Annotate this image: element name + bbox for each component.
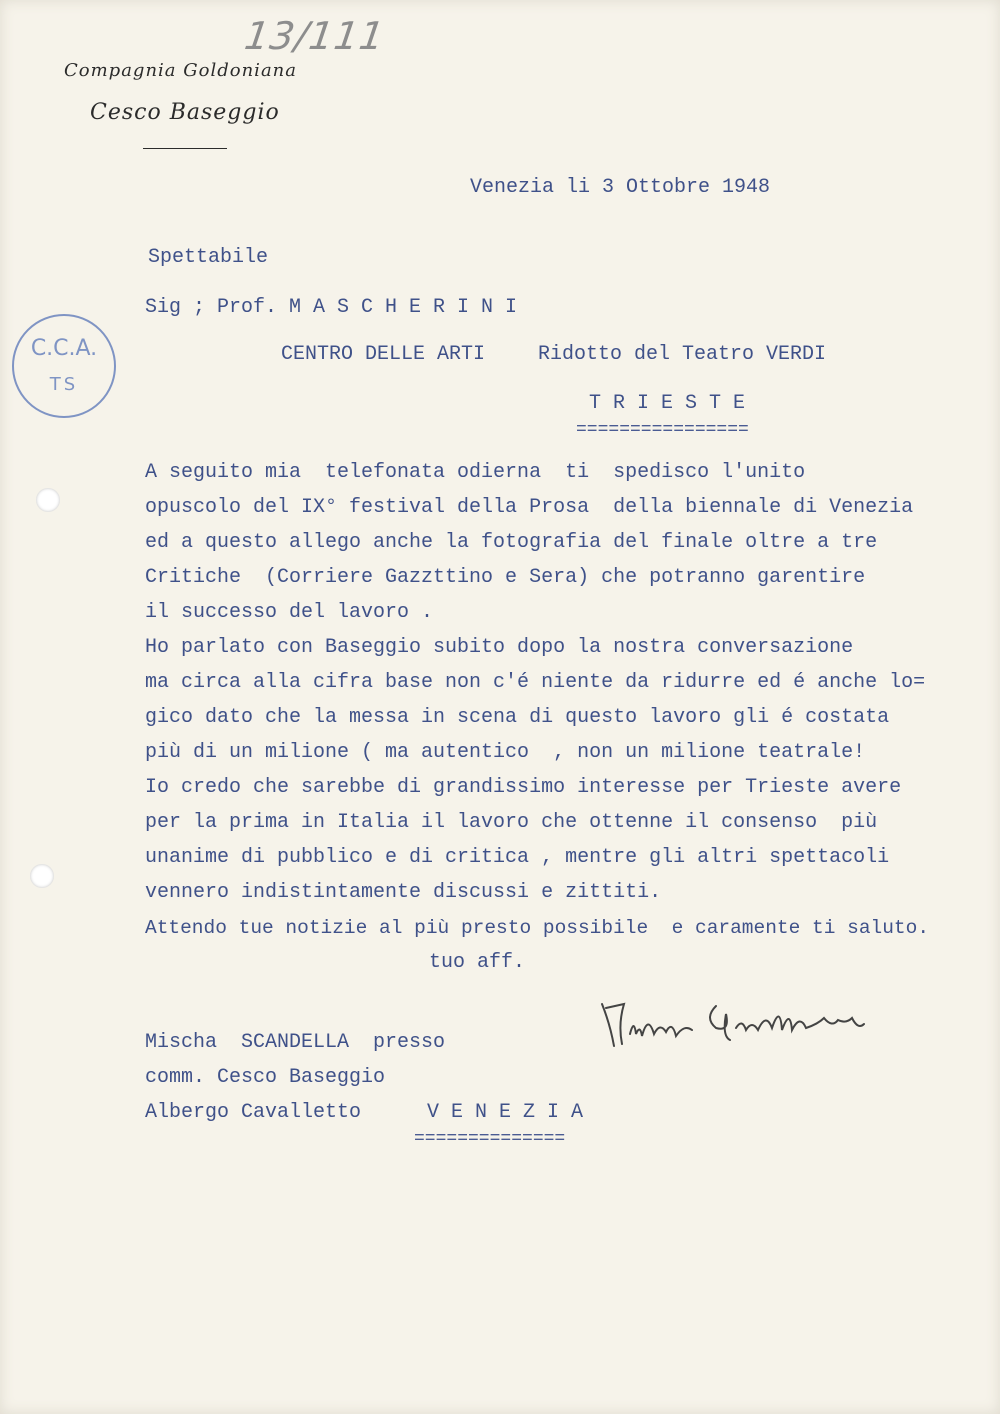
date-line: Venezia li 3 Ottobre 1948: [470, 176, 771, 199]
recipient-name: Sig ; Prof. M A S C H E R I N I: [145, 296, 518, 319]
body-line: A seguito mia telefonata odierna ti spedisco l'unito: [145, 461, 806, 484]
stamp-line-2: TS: [49, 374, 79, 395]
body-line: ed a questo allego anche la fotografia del finale oltre a tre: [145, 531, 878, 554]
recipient-organization: CENTRO DELLE ARTI: [281, 343, 486, 366]
body-line: il successo del lavoro .: [145, 601, 434, 624]
body-line: ma circa alla cifra base non c'é niente da ridurre ed é anche lo=: [145, 671, 926, 694]
body-line: opuscolo del IX° festival della Prosa della biennale di Venezia: [145, 496, 914, 519]
sender-city-underline: ==============: [414, 1129, 566, 1149]
punch-hole-top: [36, 488, 60, 512]
body-line: Ho parlato con Baseggio subito dopo la nostra conversazione: [145, 636, 854, 659]
letterhead-rule: [143, 148, 227, 149]
archive-number: 13/111: [241, 14, 388, 58]
closing: tuo aff.: [429, 951, 526, 974]
letterhead-name: Cesco Baseggio: [90, 100, 280, 125]
sender-city: V E N E Z I A: [427, 1101, 584, 1124]
recipient-city: T R I E S T E: [589, 392, 746, 415]
recipient-city-underline: ================: [576, 420, 749, 440]
sender-line-3: Albergo Cavalletto: [145, 1101, 362, 1124]
letterhead-company: Compagnia Goldoniana: [64, 60, 297, 81]
salutation: Spettabile: [148, 246, 269, 269]
body-line: Io credo che sarebbe di grandissimo interesse per Trieste avere: [145, 776, 902, 799]
body-line: vennero indistintamente discussi e zittiti.: [145, 881, 662, 904]
body-line: Critiche (Corriere Gazzttino e Sera) che potranno garentire: [145, 566, 866, 589]
punch-hole-bottom: [30, 864, 54, 888]
body-line: più di un milione ( ma autentico , non un milione teatrale!: [145, 741, 866, 764]
recipient-venue: Ridotto del Teatro VERDI: [538, 343, 827, 366]
body-line: Attendo tue notizie al più presto possibile e caramente ti saluto.: [145, 917, 930, 939]
stamp-line-1: C.C.A.: [30, 336, 98, 361]
archive-stamp: [12, 314, 116, 418]
body-line: per la prima in Italia il lavoro che ottenne il consenso più: [145, 811, 878, 834]
sender-line-2: comm. Cesco Baseggio: [145, 1066, 386, 1089]
signature-icon: [596, 984, 896, 1064]
body-line: gico dato che la messa in scena di questo lavoro gli é costata: [145, 706, 890, 729]
body-line: unanime di pubblico e di critica , mentre gli altri spettacoli: [145, 846, 890, 869]
sender-line-1: Mischa SCANDELLA presso: [145, 1031, 446, 1054]
